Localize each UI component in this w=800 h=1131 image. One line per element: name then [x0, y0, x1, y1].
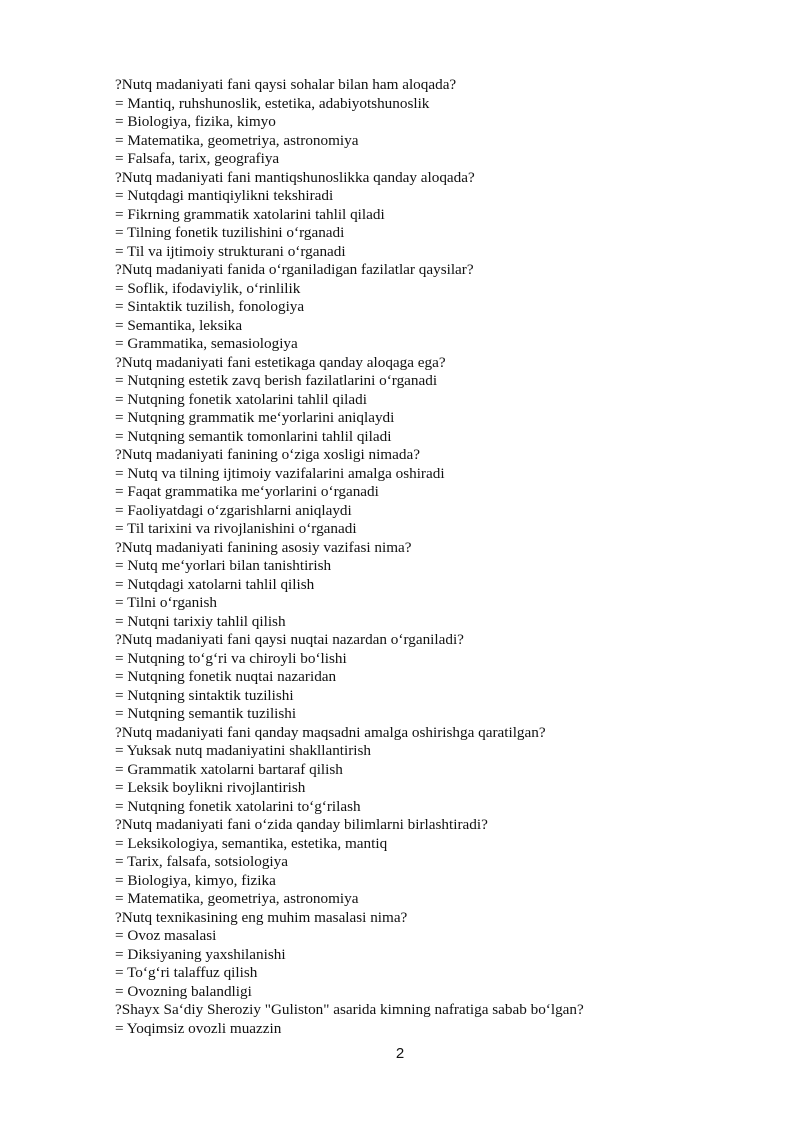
answer-line: = Fikrning grammatik xatolarini tahlil qiladi [115, 205, 385, 223]
question-line: ?Nutq texnikasining eng muhim masalasi nima? [115, 908, 408, 926]
question-line: ?Nutq madaniyati fani o‘zida qanday bilimlarni birlashtiradi? [115, 816, 488, 833]
question-line: ?Nutq madaniyati fanida o‘rganiladigan fazilatlar qaysilar? [115, 261, 474, 278]
answer-line: = Biologiya, fizika, kimyo [115, 113, 276, 130]
answer-line: = Mantiq, ruhshunoslik, estetika, adabiyotshunoslik [115, 94, 430, 112]
answer-line: = Diksiyaning yaxshilanishi [115, 945, 286, 963]
answer-line: = Til va ijtimoiy strukturani o‘rganadi [115, 242, 346, 260]
question-line: ?Nutq madaniyati fanining asosiy vazifasi nima? [115, 538, 412, 556]
answer-line: = Ovoz masalasi [115, 927, 217, 944]
answer-line: = Nutqdagi xatolarni tahlil qilish [115, 575, 315, 593]
answer-line: = Nutqning semantik tomonlarini tahlil qiladi [115, 427, 392, 445]
answer-line: = Leksik boylikni rivojlantirish [115, 779, 306, 796]
answer-line: = Tilning fonetik tuzilishini o‘rganadi [115, 224, 345, 241]
answer-line: = Biologiya, kimyo, fizika [115, 871, 276, 889]
answer-line: = Nutqning fonetik nuqtai nazaridan [115, 668, 337, 685]
answer-line: = Nutqning semantik tuzilishi [115, 705, 297, 722]
question-line: ?Nutq madaniyati fani qanday maqsadni amalga oshirishga qaratilgan? [115, 723, 546, 741]
answer-line: = Faoliyatdagi o‘zgarishlarni aniqlaydi [115, 501, 352, 519]
answer-line: = Leksikologiya, semantika, estetika, mantiq [115, 834, 388, 852]
answer-line: = Faqat grammatika me‘yorlarini o‘rganadi [115, 483, 379, 500]
answer-line: = Grammatika, semasiologiya [115, 335, 298, 352]
answer-line: = To‘g‘ri talaffuz qilish [115, 964, 258, 981]
answer-line: = Tarix, falsafa, sotsiologiya [115, 853, 288, 870]
answer-line: = Yoqimsiz ovozli muazzin [115, 1019, 282, 1037]
answer-line: = Falsafa, tarix, geografiya [115, 150, 280, 167]
answer-line: = Matematika, geometriya, astronomiya [115, 890, 359, 907]
answer-line: = Ovozning balandligi [115, 982, 252, 1000]
answer-line: = Nutqning fonetik xatolarini tahlil qiladi [115, 390, 367, 408]
answer-line: = Tilni o‘rganish [115, 594, 217, 611]
question-line: ?Nutq madaniyati fanining o‘ziga xosligi nimada? [115, 446, 420, 463]
answer-line: = Nutq va tilning ijtimoiy vazifalarini amalga oshiradi [115, 464, 445, 482]
answer-line: = Til tarixini va rivojlanishini o‘rganadi [115, 520, 357, 537]
question-line: ?Nutq madaniyati fani estetikaga qanday aloqaga ega? [115, 353, 446, 371]
answer-line: = Soflik, ifodaviylik, o‘rinlilik [115, 279, 301, 297]
answer-line: = Semantika, leksika [115, 316, 243, 334]
answer-line: = Nutqning estetik zavq berish fazilatlarini o‘rganadi [115, 372, 438, 389]
question-line: ?Nutq madaniyati fani qaysi nuqtai nazardan o‘rganiladi? [115, 631, 464, 648]
answer-line: = Yuksak nutq madaniyatini shakllantirish [115, 742, 372, 759]
answer-line: = Matematika, geometriya, astronomiya [115, 131, 359, 149]
answer-line: = Nutq me‘yorlari bilan tanishtirish [115, 557, 332, 574]
answer-line: = Nutqning sintaktik tuzilishi [115, 686, 294, 704]
question-line: ?Nutq madaniyati fani mantiqshunoslikka qanday aloqada? [115, 168, 475, 186]
answer-line: = Nutqning fonetik xatolarini to‘g‘rilash [115, 797, 361, 815]
answer-line: = Nutqni tarixiy tahlil qilish [115, 612, 286, 630]
question-line: ?Shayx Sa‘diy Sheroziy "Guliston" asarida kimning nafratiga sabab bo‘lgan? [115, 1001, 584, 1018]
document-body [115, 76, 755, 1038]
answer-line: = Grammatik xatolarni bartaraf qilish [115, 760, 343, 778]
answer-line: = Nutqdagi mantiqiylikni tekshiradi [115, 187, 334, 204]
answer-line: = Nutqning grammatik me‘yorlarini aniqlaydi [115, 409, 395, 426]
question-line: ?Nutq madaniyati fani qaysi sohalar bilan ham aloqada? [115, 76, 457, 93]
answer-line: = Nutqning to‘g‘ri va chiroyli bo‘lishi [115, 649, 347, 667]
page-number: 2 [395, 1045, 405, 1062]
answer-line: = Sintaktik tuzilish, fonologiya [115, 298, 305, 315]
